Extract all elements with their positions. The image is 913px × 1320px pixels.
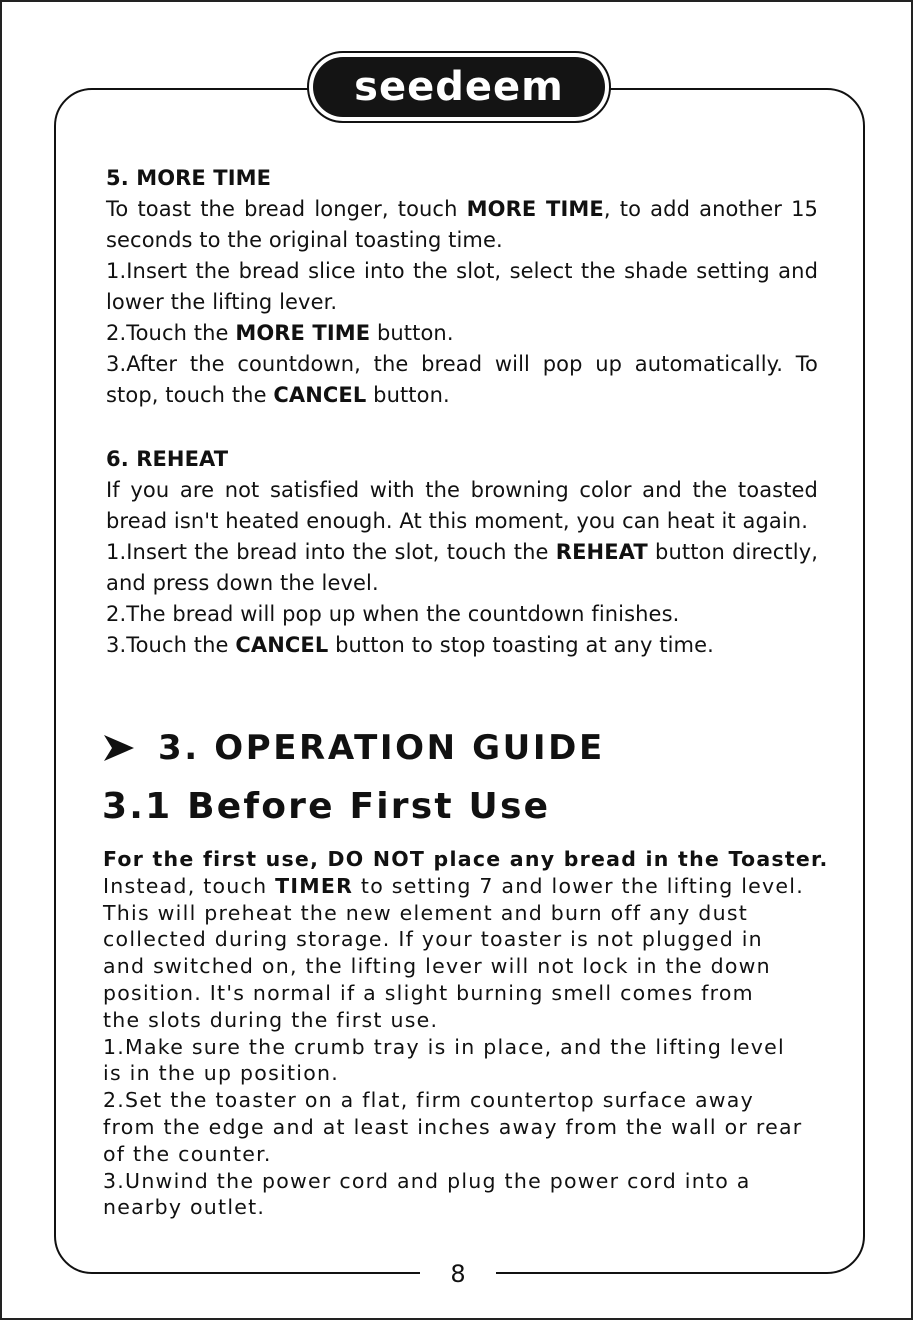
section-heading-reheat: 6. REHEAT xyxy=(106,447,229,471)
body-line: 2.Set the toaster on a flat, firm countertop surface away xyxy=(103,1088,754,1113)
section-reheat xyxy=(106,444,818,661)
body-line: of the counter. xyxy=(103,1141,272,1166)
section-heading-more-time: 5. MORE TIME xyxy=(106,166,272,190)
body-line: 3.Unwind the power cord and plug the power cord into a xyxy=(103,1168,751,1193)
text-run: 3.Touch the xyxy=(106,633,236,657)
bold-term: TIMER xyxy=(275,873,354,898)
text-run: 1.Insert the bread into the slot, touch the xyxy=(106,540,556,564)
brand-logo-text: seedeem xyxy=(354,64,564,110)
bold-term: MORE TIME xyxy=(235,321,371,345)
bold-term: CANCEL xyxy=(235,633,329,657)
more-time-intro xyxy=(106,194,818,256)
brand-logo xyxy=(313,57,605,117)
text-run: button. xyxy=(370,321,454,345)
operation-guide-title: 3. OPERATION GUIDE xyxy=(158,728,605,768)
body-line: is in the up position. xyxy=(103,1061,339,1086)
bold-term: REHEAT xyxy=(555,540,648,564)
body-line: and switched on, the lifting lever will not lock in the down xyxy=(103,954,771,979)
body-line: This will preheat the new element and burn off any dust xyxy=(103,900,749,925)
text-run: button. xyxy=(366,383,450,407)
body-line: from the edge and at least inches away from the wall or rear xyxy=(103,1114,803,1139)
section-more-time xyxy=(106,163,818,411)
page-number xyxy=(420,1256,496,1292)
more-time-step-3 xyxy=(106,349,818,411)
operation-guide-heading xyxy=(104,728,605,768)
text-run: button to stop toasting at any time. xyxy=(328,633,714,657)
text-run: 3.After the countdown, the bread will pop up automatically. To stop, touch the xyxy=(106,352,818,407)
before-first-use-body xyxy=(103,846,829,1221)
first-use-warning: For the first use, DO NOT place any bread in the Toaster. xyxy=(103,847,829,871)
body-line: position. It's normal if a slight burning smell comes from xyxy=(103,980,754,1005)
text-run: button directly, and press down the level. xyxy=(106,540,818,595)
more-time-step-2 xyxy=(106,318,818,349)
reheat-step-2: 2.The bread will pop up when the countdown finishes. xyxy=(106,602,680,626)
body-line: the slots during the first use. xyxy=(103,1007,439,1032)
bold-term: MORE TIME xyxy=(466,197,604,221)
reheat-intro: If you are not satisfied with the browning color and the toasted bread isn't heated enough. At this moment, you can heat it again. xyxy=(106,478,818,533)
body-line: collected during storage. If your toaster is not plugged in xyxy=(103,927,763,952)
reheat-step-1 xyxy=(106,537,818,599)
arrowhead-icon xyxy=(104,735,134,761)
before-first-use-heading: 3.1 Before First Use xyxy=(102,786,551,827)
more-time-step-1: 1.Insert the bread slice into the slot, select the shade setting and lower the lifting lever. xyxy=(106,259,818,314)
text-run: 2.Touch the xyxy=(106,321,236,345)
text-run: , to add another 15 seconds to the original toasting time. xyxy=(106,197,819,252)
body-line: 1.Make sure the crumb tray is in place, and the lifting level xyxy=(103,1034,785,1059)
body-line xyxy=(103,873,823,900)
text-run: To toast the bread longer, touch xyxy=(106,197,467,221)
brand-logo-badge xyxy=(307,51,611,123)
page-number-text: 8 xyxy=(450,1260,466,1288)
bold-term: CANCEL xyxy=(273,383,367,407)
body-line: nearby outlet. xyxy=(103,1195,266,1220)
text-run: Instead, touch xyxy=(103,873,276,898)
text-run: to setting 7 and lower the lifting level. xyxy=(353,873,804,898)
brand-logo-wordmark xyxy=(329,62,589,112)
reheat-step-3 xyxy=(106,630,818,661)
